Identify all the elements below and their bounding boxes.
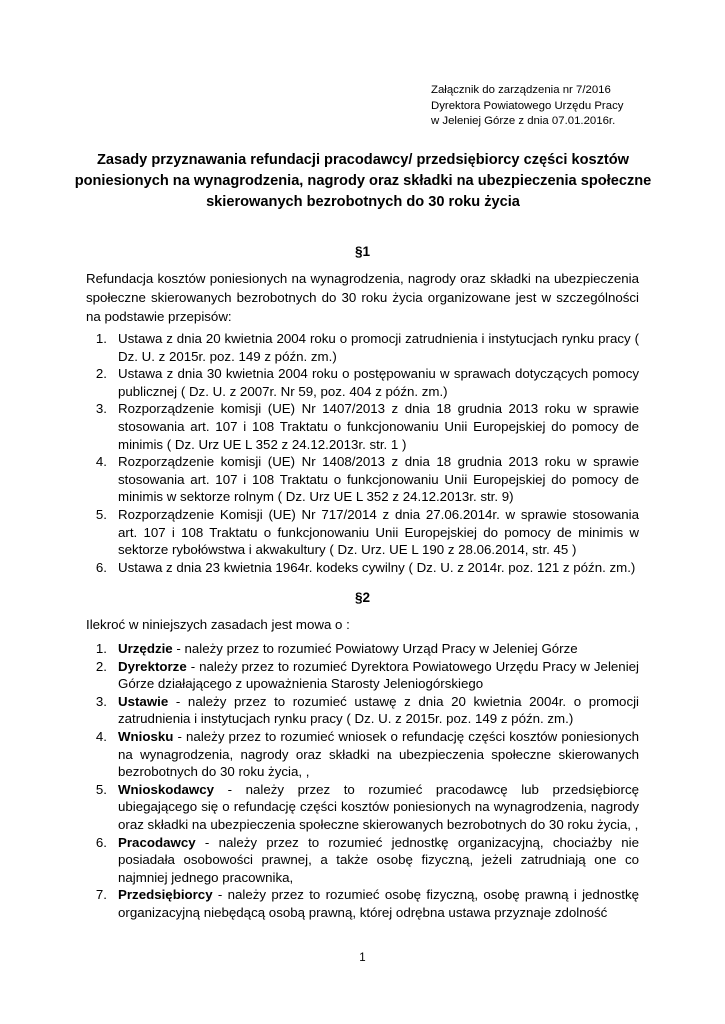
page-number: 1 bbox=[359, 952, 366, 964]
definitions-list bbox=[86, 640, 639, 922]
list-item-number: 1. bbox=[95, 641, 107, 656]
definition-term: Ustawie bbox=[118, 693, 169, 709]
list-item-number: 2. bbox=[95, 366, 107, 382]
definition-term: Wniosku bbox=[118, 728, 174, 744]
list-item bbox=[86, 400, 639, 453]
list-item bbox=[86, 559, 639, 577]
definition-item bbox=[86, 886, 639, 921]
list-item-number: 6. bbox=[95, 559, 107, 575]
list-item-number: 5. bbox=[95, 781, 107, 797]
list-item-number: 2. bbox=[95, 658, 107, 674]
definition-item bbox=[86, 781, 639, 834]
list-item-number: 4. bbox=[95, 728, 107, 744]
list-item-text: Ustawa z dnia 30 kwietnia 2004 roku o postępowaniu w sprawach dotyczących pomocy publicznej ( Dz. U. z 2007r. Nr 59, poz. 404 z późn. zm.) bbox=[118, 366, 639, 399]
list-item-number: 3. bbox=[95, 401, 107, 417]
list-item-number: 6. bbox=[95, 834, 107, 850]
annex-header-line: Dyrektora Powiatowego Urzędu Pracy bbox=[431, 99, 624, 112]
definition-text: - należy przez to rozumieć ustawę z dnia 20 kwietnia 2004r. o promocji zatrudnienia i instytucjach rynku pracy ( Dz. U. z 2015r. poz. 149 z późn. zm.) bbox=[118, 693, 639, 727]
legal-basis-list bbox=[86, 330, 639, 576]
definition-term: Dyrektorze bbox=[118, 658, 187, 674]
definition-text: - należy przez to rozumieć Powiatowy Urząd Pracy w Jeleniej Górze bbox=[172, 641, 578, 656]
section-1-intro: Refundacja kosztów poniesionych na wynagrodzenia, nagrody oraz składki na ubezpieczenia społeczne skierowanych bezrobotnych do 30 roku życia organizowane jest w szczególności na podstawie przepisów: bbox=[86, 271, 639, 325]
definition-text: - należy przez to rozumieć jednostkę organizacyjną, chociażby nie posiadała osobowości prawnej, a także osobę fizyczną, jeżeli zatrudniają one co najmniej jednego pracownika, bbox=[118, 834, 639, 885]
annex-header-line: w Jeleniej Górze z dnia 07.01.2016r. bbox=[431, 115, 616, 127]
definition-item bbox=[86, 834, 639, 887]
list-item bbox=[86, 330, 639, 365]
list-item-number: 3. bbox=[95, 693, 107, 709]
definition-term: Urzędzie bbox=[118, 641, 173, 656]
definition-text: - należy przez to rozumieć Dyrektora Powiatowego Urzędu Pracy w Jeleniej Górze działającego z upoważnienia Starosty Jeleniogórskiego bbox=[118, 658, 639, 692]
definition-text: - należy przez to rozumieć wniosek o refundację części kosztów poniesionych na wynagrodzenia, nagrody oraz składki na ubezpieczenia społeczne skierowanych bezrobotnych do 30 roku życia, , bbox=[118, 728, 639, 780]
definition-item bbox=[86, 693, 639, 728]
list-item-number: 5. bbox=[95, 506, 107, 522]
section-2-intro: Ilekroć w niniejszych zasadach jest mowa o : bbox=[86, 617, 350, 632]
section-2-heading: §2 bbox=[354, 590, 371, 605]
definition-text: - należy przez to rozumieć osobę fizyczną, osobę prawną i jednostkę organizacyjną niebędącą osobą prawną, której odrębna ustawa przyznaje zdolność bbox=[118, 887, 639, 920]
definition-term: Przedsiębiorcy bbox=[118, 887, 213, 903]
annex-header-note bbox=[431, 83, 623, 130]
list-item bbox=[86, 506, 639, 559]
list-item bbox=[86, 453, 639, 506]
definition-item bbox=[86, 640, 639, 658]
definition-term: Pracodawcy bbox=[118, 834, 196, 850]
list-item-text: Rozporządzenie komisji (UE) Nr 1407/2013 z dnia 18 grudnia 2013 roku w sprawie stosowania art. 107 i 108 Traktatu o funkcjonowaniu Unii Europejskiej do pomocy de minimis ( Dz. Urz UE L 352 z 24.12.2013r. str. 1 ) bbox=[118, 401, 639, 452]
list-item-number: 4. bbox=[95, 454, 107, 470]
list-item bbox=[86, 365, 639, 400]
section-1-heading: §1 bbox=[354, 244, 371, 259]
list-item-number: 7. bbox=[95, 887, 107, 903]
definition-item bbox=[86, 658, 639, 693]
definition-term: Wnioskodawcy bbox=[118, 781, 215, 797]
definition-text: - należy przez to rozumieć pracodawcę lub przedsiębiorcę ubiegającego się o refundację części kosztów poniesionych na wynagrodzenia, nagrody oraz składki na ubezpieczenia społeczne skierowanych bezrobotnych do 30 roku życia, , bbox=[118, 781, 639, 832]
list-item-text: Ustawa z dnia 20 kwietnia 2004 roku o promocji zatrudnienia i instytucjach rynku pracy ( Dz. U. z 2015r. poz. 149 z późn. zm.) bbox=[118, 331, 639, 364]
definition-item bbox=[86, 728, 639, 781]
list-item-number: 1. bbox=[95, 331, 107, 346]
list-item-text: Rozporządzenie Komisji (UE) Nr 717/2014 z dnia 27.06.2014r. w sprawie stosowania art. 107 i 108 Traktatu o funkcjonowaniu Unii Europejskiej do pomocy de minimis w sektorze rybołówstwa i akwakultury ( Dz. Urz. UE L 190 z 28.06.2014, str. 45 ) bbox=[118, 506, 639, 558]
document-title: Zasady przyznawania refundacji pracodawcy/ przedsiębiorcy części kosztów poniesionych na wynagrodzenia, nagrody oraz składki na ubezpieczenia społeczne skierowanych bezrobotnych do 30 roku życia bbox=[74, 152, 652, 210]
list-item-text: Ustawa z dnia 23 kwietnia 1964r. kodeks cywilny ( Dz. U. z 2014r. poz. 121 z późn. zm.) bbox=[118, 559, 636, 575]
annex-header-line: Załącznik do zarządzenia nr 7/2016 bbox=[431, 84, 611, 96]
list-item-text: Rozporządzenie komisji (UE) Nr 1408/2013 z dnia 18 grudnia 2013 roku w sprawie stosowania art. 107 i 108 Traktatu o funkcjonowaniu Unii Europejskiej do pomocy de minimis w sektorze rolnym ( Dz. Urz UE L 352 z 24.12.2013r. str. 9) bbox=[118, 454, 639, 505]
